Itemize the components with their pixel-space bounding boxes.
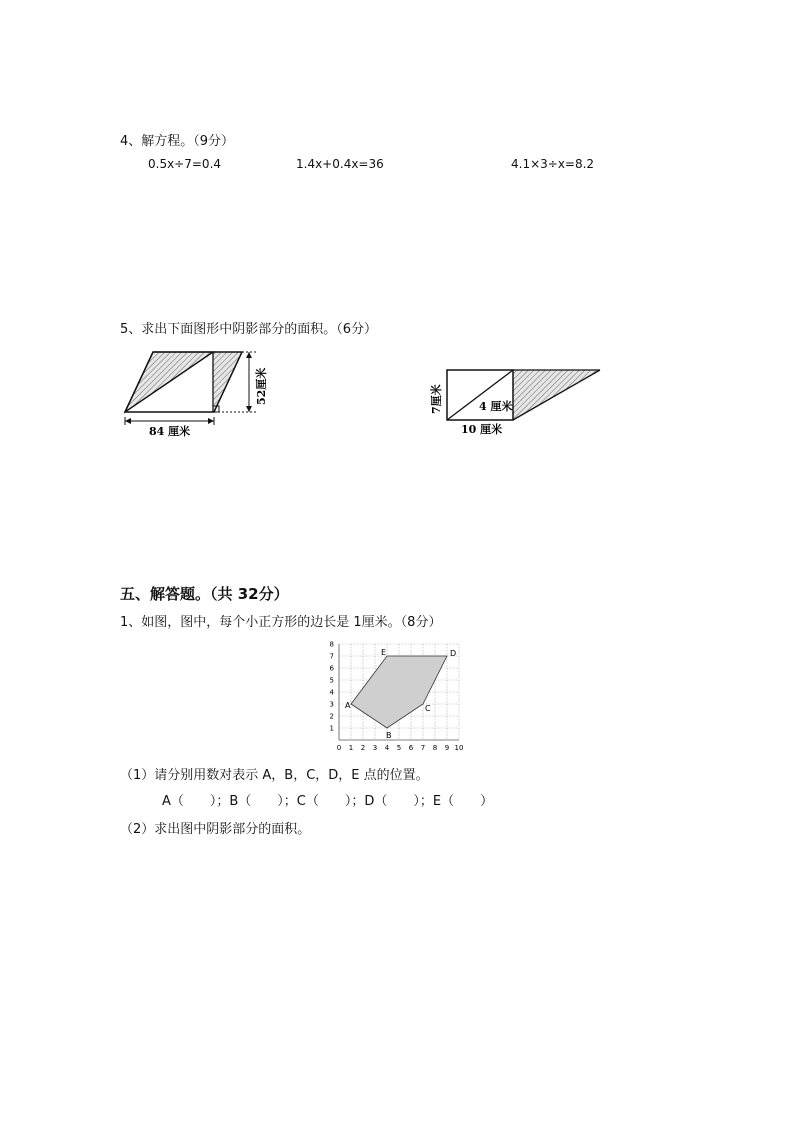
point-label-a: A bbox=[345, 701, 351, 710]
fig1-width-label: 84 厘米 bbox=[149, 425, 191, 438]
q5-figure-1 bbox=[115, 345, 285, 440]
q4-title: 4、解方程。（9分） bbox=[120, 134, 235, 149]
fig1-height-label: 52厘米 bbox=[255, 367, 268, 405]
y-tick-label: 2 bbox=[329, 712, 334, 721]
q4-equation-3: 4.1×3÷x=8.2 bbox=[511, 157, 595, 171]
point-label-c: C bbox=[425, 704, 431, 713]
section5-q1-part2: （2）求出图中阴影部分的面积。 bbox=[120, 822, 311, 837]
q5-figure-2 bbox=[425, 360, 610, 440]
point-label-e: E bbox=[381, 648, 387, 657]
y-tick-label: 6 bbox=[329, 664, 334, 673]
x-tick-label: 2 bbox=[360, 744, 366, 752]
section5-q1-title: 1、如图，图中，每个小正方形的边长是 1厘米。（8分） bbox=[120, 615, 442, 630]
x-tick-label: 3 bbox=[372, 744, 378, 752]
x-tick-label: 1 bbox=[348, 744, 354, 752]
q5-title: 5、求出下面图形中阴影部分的面积。（6分） bbox=[120, 322, 378, 337]
fig2-height-label: 7厘米 bbox=[430, 384, 443, 414]
y-tick-label: 8 bbox=[329, 640, 334, 649]
y-tick-label: 7 bbox=[329, 652, 334, 661]
fig2-inner-label: 4 厘米 bbox=[479, 400, 513, 413]
x-tick-label: 6 bbox=[408, 744, 414, 752]
section5-title: 五、解答题。（共 32分） bbox=[120, 585, 289, 603]
point-label-d: D bbox=[450, 649, 457, 658]
coordinate-grid bbox=[325, 640, 470, 755]
x-tick-label: 9 bbox=[444, 744, 450, 752]
section5-q1-answer-line: A（ ）；B（ ）；C（ ）；D（ ）；E（ ） bbox=[162, 794, 494, 809]
x-tick-label: 8 bbox=[432, 744, 438, 752]
section5-q1-part1: （1）请分别用数对表示 A，B，C，D，E 点的位置。 bbox=[120, 768, 429, 783]
x-tick-label: 4 bbox=[384, 744, 390, 752]
y-tick-label: 1 bbox=[329, 724, 334, 733]
y-tick-label: 3 bbox=[329, 700, 334, 709]
x-tick-label: 10 bbox=[454, 744, 464, 752]
point-label-b: B bbox=[386, 731, 392, 740]
x-tick-label: 7 bbox=[420, 744, 426, 752]
q4-equation-2: 1.4x+0.4x=36 bbox=[296, 157, 384, 171]
y-tick-label: 5 bbox=[329, 676, 334, 685]
y-tick-label: 4 bbox=[329, 688, 334, 697]
fig2-width-label: 10 厘米 bbox=[461, 423, 503, 436]
q4-equation-1: 0.5x÷7=0.4 bbox=[148, 157, 222, 171]
x-tick-label: 0 bbox=[336, 744, 342, 752]
x-tick-label: 5 bbox=[396, 744, 402, 752]
